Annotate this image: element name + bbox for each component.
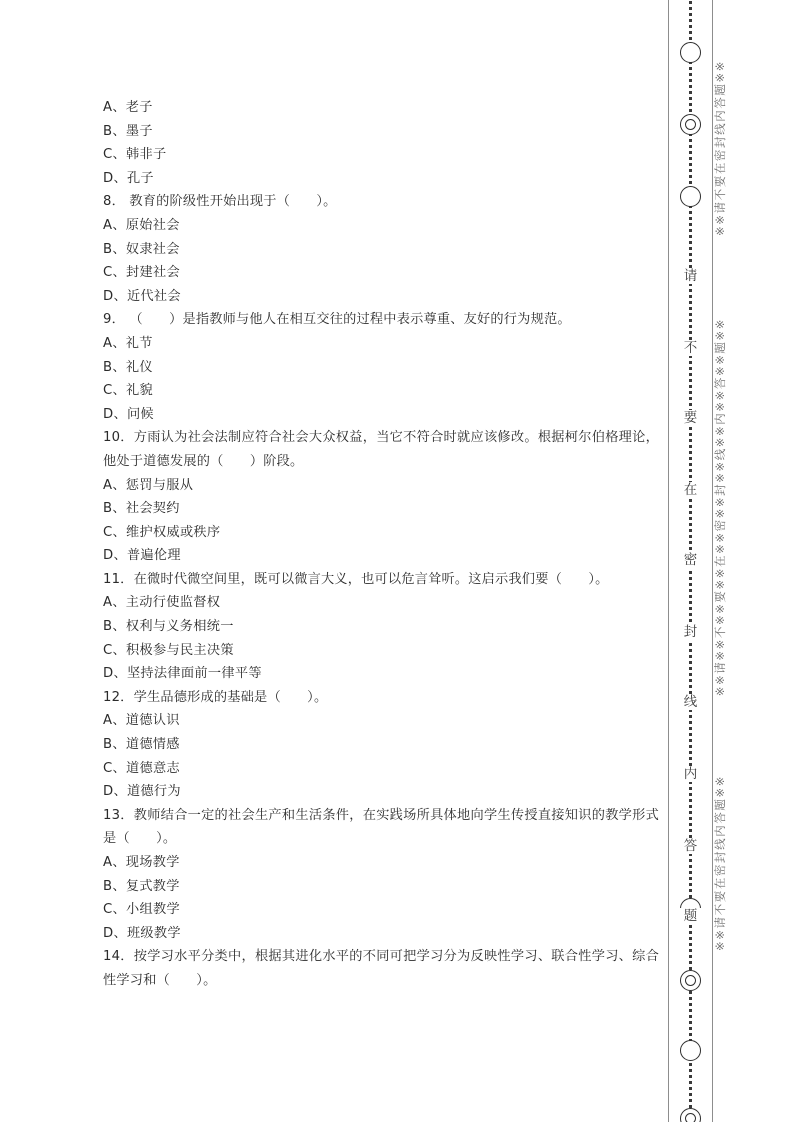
watermark-text [714,60,727,290]
seal-char: 内 [679,766,703,782]
question-option: B、奴隶社会 [103,241,180,257]
question-option: C、维护权威或秩序 [103,524,221,540]
seal-ring-single [680,1040,701,1061]
question-option: D、问候 [103,406,154,422]
question-option: A、惩罚与服从 [103,477,194,493]
watermark-text-inner: ※※请不要在密封线内答题※※ [713,775,727,951]
question-option: A、原始社会 [103,217,180,233]
seal-char: 封 [679,624,703,640]
question-option: D、道德行为 [103,784,181,800]
seal-char: 题 [679,908,703,924]
question-option: C、韩非子 [103,147,167,163]
question-option: B、权利与义务相统一 [103,619,234,635]
question-option: C、道德意志 [103,760,180,776]
seal-char: 要 [679,410,703,426]
seal-char: 不 [679,340,703,356]
question-option: A、礼节 [103,335,153,351]
question-stem: 9． （ ）是指教师与他人在相互交往的过程中表示尊重、友好的行为规范。 [103,312,571,328]
seal-ring-single [680,186,701,207]
question-option: B、复式教学 [103,878,180,894]
question-option: D、坚持法律面前一律平等 [103,666,262,682]
watermark-text [714,775,727,1005]
watermark-text [713,318,727,697]
question-option: C、积极参与民主决策 [103,642,234,658]
seal-char: 答 [679,838,703,854]
question-option: B、道德情感 [103,737,180,753]
seal-ring-single [680,42,701,63]
question-option: A、老子 [103,100,153,115]
seal-char: 请 [679,268,703,284]
watermark-text-inner: ※※请不要在密封线内答题※※ [713,60,727,236]
question-option: C、小组教学 [103,902,180,918]
seal-line-strip [668,0,713,1122]
question-stem: 12．学生品德形成的基础是（ ）。 [103,689,328,705]
question-option: B、墨子 [103,123,153,139]
question-stem: 13．教师结合一定的社会生产和生活条件，在实践场所具体地向学生传授直接知识的教学形式是（ ）。 [103,807,659,847]
seal-char: 在 [679,482,703,498]
question-stem: 11．在微时代微空间里，既可以微言大义，也可以危言耸听。这启示我们要（ ）。 [103,571,609,587]
seal-ring-double [680,1108,701,1122]
question-option: D、孔子 [103,170,154,186]
question-option: A、主动行使监督权 [103,595,221,611]
question-option: C、封建社会 [103,265,180,281]
seal-ring-double [680,114,701,135]
question-column [103,96,659,993]
question-option: D、普遍伦理 [103,548,181,564]
question-option: A、现场教学 [103,855,180,870]
question-option: B、礼仪 [103,359,153,375]
seal-char: 线 [679,694,703,710]
question-option: D、近代社会 [103,288,181,304]
question-option: D、班级教学 [103,925,181,941]
question-option: C、礼貌 [103,383,153,399]
question-stem: 10．方雨认为社会法制应符合社会大众权益，当它不符合时就应该修改。根据柯尔伯格理论，他处于道德发展的（ ）阶段。 [103,430,659,469]
watermark-column [713,0,793,1122]
seal-char: 密 [679,552,703,568]
seal-ring-double [680,970,701,991]
question-stem: 14．按学习水平分类中，根据其进化水平的不同可把学习分为反映性学习、联合性学习、综合性学习和（ ）。 [103,949,659,988]
watermark-text-inner: ※※请※※不※※要※※在※※密※※封※※线※※内※※答※※题※※ [713,318,727,697]
question-option: B、社会契约 [103,501,180,517]
question-option: A、道德认识 [103,713,180,729]
question-stem: 8． 教育的阶级性开始出现于（ ）。 [103,194,337,210]
